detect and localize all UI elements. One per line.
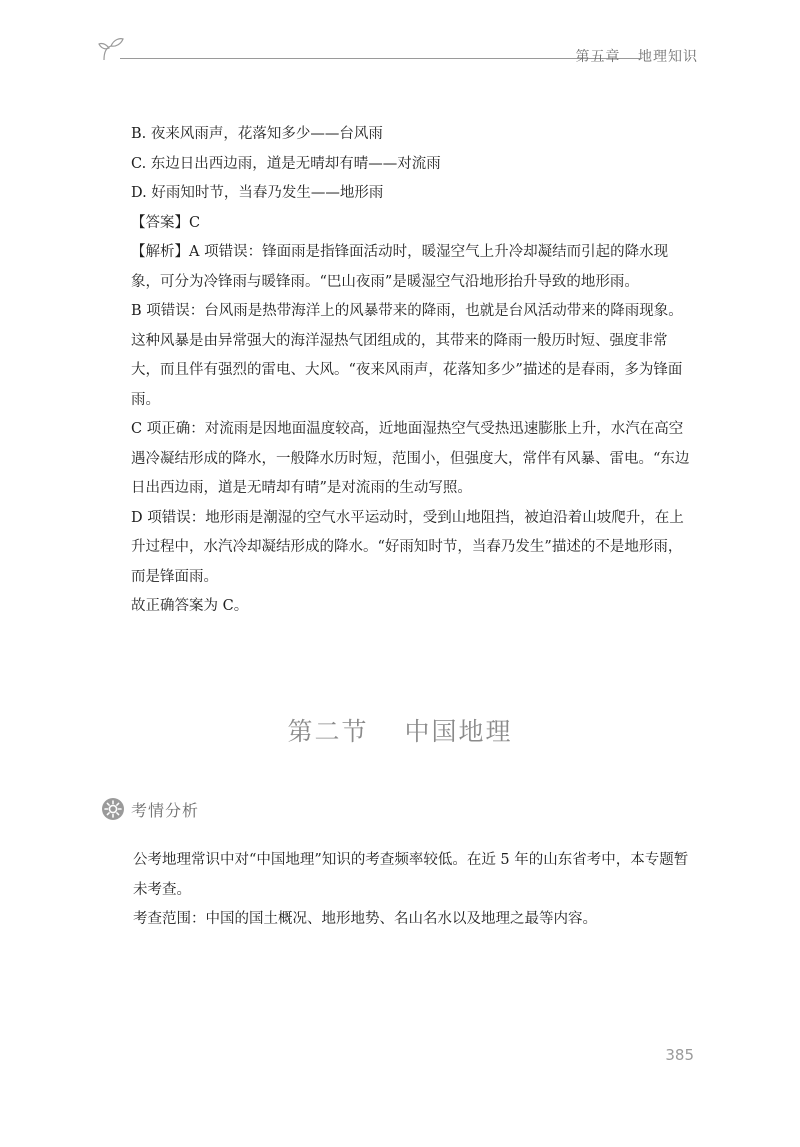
option-c: C. 东边日出西边雨，道是无晴却有晴——对流雨 [131, 155, 441, 172]
sprout-icon [96, 34, 126, 64]
conclusion: 故正确答案为 C。 [131, 598, 249, 614]
analysis-paragraph: 公考地理常识中对“中国地理”知识的考查频率较低。在近 5 年的山东省考中，本专题暂未考查。 [133, 852, 689, 898]
section-title: 中国地理 [404, 717, 513, 746]
option-b: B. 夜来风雨声，花落知多少——台风雨 [131, 126, 383, 142]
option-d: D. 好雨知时节，当春乃发生——地形雨 [131, 185, 384, 201]
exam-analysis [133, 846, 695, 935]
explanation-c: C 项正确：对流雨是因地面温度较高，近地面湿热空气受热迅速膨胀上升，水汽在高空遇冷凝结形成的降水，一般降水历时短，范围小，但强度大，常伴有风暴、雷电。“东边日出西边雨，道是无晴却有晴”是对流雨的生动写照。 [131, 421, 690, 496]
subheading [101, 796, 199, 822]
chapter-title: 地理知识 [638, 49, 698, 65]
explanation-a: 【解析】A 项错误：锋面雨是指锋面活动时，暖湿空气上升冷却凝结而引起的降水现象，可分为冷锋雨与暖锋雨。“巴山夜雨”是暖湿空气沿地形抬升导致的地形雨。 [131, 244, 669, 290]
question-explanation [131, 120, 693, 622]
chapter-label: 第五章 [575, 49, 621, 65]
explanation-d: D 项错误：地形雨是潮湿的空气水平运动时，受到山地阻挡，被迫沿着山坡爬升，在上升过程中，水汽冷却凝结形成的降水。“好雨知时节，当春乃发生”描述的不是地形雨，而是锋面雨。 [131, 509, 684, 585]
section-heading [0, 712, 800, 748]
section-number: 第二节 [287, 717, 369, 746]
page-header [96, 32, 706, 72]
explanation-b: B 项错误：台风雨是热带海洋上的风暴带来的降雨，也就是台风活动带来的降雨现象。这种风暴是由异常强大的海洋湿热气团组成的，其带来的降雨一般历时短、强度非常大，而且伴有强烈的雷电、大风。“夜来风雨声，花落知多少”描述的是春雨，多为锋面雨。 [131, 303, 683, 408]
answer-line: 【答案】C [131, 214, 201, 231]
page-number: 385 [665, 1046, 694, 1064]
analysis-scope: 考查范围：中国的国土概况、地形地势、名山名水以及地理之最等内容。 [133, 911, 597, 927]
gear-icon [101, 797, 125, 821]
running-header [576, 46, 698, 66]
subheading-label: 考情分析 [131, 800, 200, 820]
header-rule [120, 58, 640, 59]
